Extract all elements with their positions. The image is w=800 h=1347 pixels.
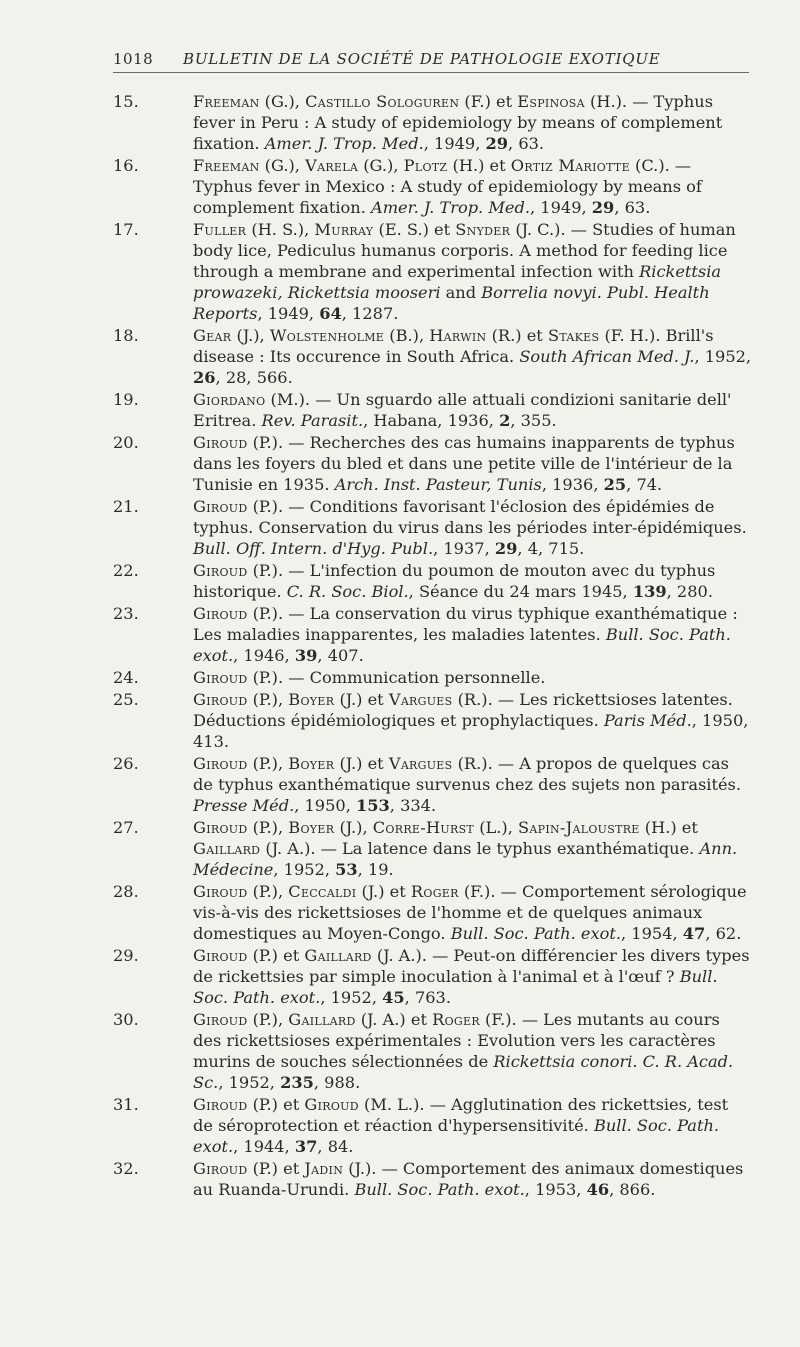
reference-number: 30. (113, 1010, 139, 1029)
reference-text (193, 156, 702, 217)
author-name: Giordano (193, 390, 266, 409)
author-name: Giroud (193, 668, 248, 687)
reference-segment: , 1949, (257, 304, 320, 323)
author-name: Harwin (429, 326, 487, 345)
reference-segment: (H.). — Typhus fever in Peru : A study of epidemiology by means of complement fixation. (193, 92, 723, 153)
reference-segment: , 19. (357, 860, 394, 879)
volume-number: 37 (294, 1137, 318, 1156)
journal-citation: Paris Méd. (603, 711, 692, 730)
reference-number: 19. (113, 390, 139, 409)
reference-segment: (C.). — Typhus fever in Mexico : A study of epidemiology by means of complement fixation. (193, 156, 702, 217)
journal-citation: Rickettsia conori. C. R. Acad. Sc. (193, 1052, 734, 1092)
reference-segment: (M.). — Un sguardo alle attuali condizioni sanitarie dell' Eritrea. (193, 390, 732, 430)
header-rule (113, 72, 749, 73)
reference-entry (113, 155, 753, 218)
reference-segment: (P.). — Conditions favorisant l'éclosion des épidémies de typhus. Conservation du virus dans les périodes inter-épidémiques. (193, 497, 747, 537)
reference-text (193, 668, 545, 687)
reference-segment: (G.), (259, 92, 306, 111)
reference-entry (113, 1009, 753, 1093)
reference-segment: , 1937, (433, 539, 495, 558)
reference-segment: (J. A.). — La latence dans le typhus exanthématique. (260, 839, 700, 858)
author-name: Gear (193, 326, 232, 345)
author-name: Giroud (193, 690, 248, 709)
author-name: Varela (305, 156, 359, 175)
volume-number: 29 (494, 539, 518, 558)
reference-segment: (P.). — L'infection du poumon de mouton avec du typhus historique. (193, 561, 716, 601)
volume-number: 26 (193, 368, 216, 387)
author-name: Freeman (193, 92, 260, 111)
reference-segment: , Habana, 1936, (363, 411, 500, 430)
reference-segment: , 355. (510, 411, 557, 430)
reference-entry (113, 881, 753, 944)
reference-text (193, 220, 736, 323)
reference-segment: (E. S.) et (373, 220, 456, 239)
journal-citation: Arch. Inst. Pasteur, Tunis (334, 475, 542, 494)
reference-entry (113, 389, 753, 431)
reference-segment: , 62. (705, 924, 742, 943)
author-name: Giroud (193, 1095, 248, 1114)
author-name: Giroud (193, 754, 248, 773)
author-name: Freeman (193, 156, 260, 175)
reference-segment: (P.). — Communication personnelle. (247, 668, 546, 687)
reference-number: 32. (113, 1159, 139, 1178)
reference-number: 27. (113, 818, 139, 837)
reference-number: 15. (113, 92, 139, 111)
reference-segment: (F.) et (459, 92, 518, 111)
reference-segment: , 1953, (524, 1180, 587, 1199)
reference-segment: (B.), (384, 326, 430, 345)
reference-segment: (J. C.). — Studies of human body lice, Pediculus humanus corporis. A method for feeding lice through a membrane and experimental infection with (193, 220, 736, 281)
journal-citation: Presse Méd. (193, 796, 295, 815)
volume-number: 29 (485, 134, 509, 153)
author-name: Corre-Hurst (372, 818, 475, 837)
volume-number: 139 (632, 582, 667, 601)
reference-segment: (P.). — La conservation du virus typhique exanthématique : Les maladies inapparentes, les maladies latentes. (193, 604, 738, 644)
reference-segment: , 74. (626, 475, 663, 494)
journal-citation: Bull. Soc. Path. exot. (193, 967, 718, 1007)
reference-text (193, 390, 732, 430)
reference-entry (113, 753, 753, 816)
volume-number: 39 (294, 646, 318, 665)
reference-segment: (P.), (247, 754, 289, 773)
author-name: Vargues (388, 754, 453, 773)
reference-segment: (G.), (358, 156, 404, 175)
reference-segment: , 1954, (621, 924, 683, 943)
volume-number: 47 (682, 924, 706, 943)
reference-text (193, 561, 715, 601)
reference-segment: (J.), (231, 326, 270, 345)
author-name: Giroud (193, 1010, 248, 1029)
reference-segment: , 1950, (294, 796, 356, 815)
journal-citation: Amer. J. Trop. Med. (264, 134, 424, 153)
reference-number: 31. (113, 1095, 139, 1114)
author-name: Gaillard (193, 839, 261, 858)
journal-citation: Bull. Off. Intern. d'Hyg. Publ. (193, 539, 434, 558)
reference-segment: and (440, 283, 482, 302)
reference-segment: , 1944, (233, 1137, 295, 1156)
reference-segment: , 988. (313, 1073, 361, 1092)
author-name: Gaillard (288, 1010, 356, 1029)
reference-segment: (J.), (334, 818, 373, 837)
reference-number: 20. (113, 433, 139, 452)
reference-number: 16. (113, 156, 139, 175)
reference-segment: (P.), (247, 882, 289, 901)
reference-number: 18. (113, 326, 139, 345)
author-name: Giroud (193, 1159, 248, 1178)
reference-segment: (G.), (259, 156, 306, 175)
reference-segment: (M. L.). — Agglutination des rickettsies, test de séroprotection et réaction d'hypersensitivité. (193, 1095, 729, 1135)
reference-segment: , 407. (317, 646, 364, 665)
author-name: Wolstenholme (269, 326, 385, 345)
reference-segment: , 1952, (218, 1073, 281, 1092)
reference-segment: (P.), (247, 818, 289, 837)
author-name: Stakes (547, 326, 600, 345)
author-name: Ceccaldi (288, 882, 357, 901)
reference-segment: (H.) et (447, 156, 511, 175)
running-header (113, 50, 749, 68)
reference-segment: (J.) et (334, 690, 389, 709)
journal-citation: C. R. Soc. Biol. (286, 582, 409, 601)
author-name: Ortiz Mariotte (510, 156, 630, 175)
reference-segment: (J. A.). — Peut-on différencier les divers types de rickettsies par simple inoculation à l'animal et à l'œuf ? (193, 946, 750, 986)
journal-citation: Amer. J. Trop. Med. (371, 198, 531, 217)
reference-segment: (P.) et (247, 946, 305, 965)
journal-citation: Bull. Soc. Path. exot. (193, 625, 731, 665)
author-name: Giroud (304, 1095, 359, 1114)
journal-citation: Bull. Soc. Path. exot. (450, 924, 621, 943)
reference-segment: , 84. (317, 1137, 354, 1156)
reference-segment: , 1949, (530, 198, 592, 217)
reference-segment: , 1952, (694, 347, 752, 366)
reference-number: 22. (113, 561, 139, 580)
reference-number: 24. (113, 668, 139, 687)
reference-text (193, 497, 747, 558)
journal-citation: Ann. Médecine (193, 839, 738, 879)
reference-text (193, 326, 751, 387)
author-name: Roger (410, 882, 459, 901)
reference-number: 23. (113, 604, 139, 623)
reference-number: 21. (113, 497, 139, 516)
author-name: Boyer (288, 754, 335, 773)
reference-entry (113, 603, 753, 666)
author-name: Giroud (193, 818, 248, 837)
volume-number: 64 (319, 304, 342, 323)
reference-entry (113, 1094, 753, 1157)
journal-citation: Borrelia novyi. Publ. Health Reports (193, 283, 710, 323)
author-name: Fuller (193, 220, 247, 239)
reference-segment: , 63. (614, 198, 651, 217)
reference-entry (113, 1158, 753, 1200)
reference-segment: (F.). — Comportement sérologique vis-à-vis des rickettsioses de l'homme et de quelques animaux domestiques au Moyen-Congo. (193, 882, 747, 943)
volume-number: 235 (280, 1073, 314, 1092)
journal-citation: Rickettsia prowazeki, Rickettsia mooseri (193, 262, 722, 302)
reference-segment: (R.). — Les rickettsioses latentes. Déductions épidémiologiques et prophylactiques. (193, 690, 733, 730)
reference-segment: (J. A.) et (355, 1010, 433, 1029)
reference-text (193, 882, 747, 943)
reference-segment: , 1946, (233, 646, 295, 665)
reference-segment: (R.). — A propos de quelques cas de typhus exanthématique survenus chez des sujets non parasités. (193, 754, 741, 794)
author-name: Giroud (193, 882, 248, 901)
journal-citation: Bull. Soc. Path. exot. (354, 1180, 525, 1199)
author-name: Castillo Sologuren (305, 92, 460, 111)
author-name: Giroud (193, 433, 248, 452)
reference-segment: , 1287. (341, 304, 399, 323)
volume-number: 46 (586, 1180, 610, 1199)
reference-text (193, 604, 738, 665)
author-name: Giroud (193, 497, 248, 516)
reference-segment: , 1936, (541, 475, 604, 494)
reference-text (193, 818, 737, 879)
reference-text (193, 433, 735, 494)
author-name: Plotz (403, 156, 448, 175)
reference-entry (113, 560, 753, 602)
reference-segment: , 763. (404, 988, 451, 1007)
reference-segment: , 28, 566. (215, 368, 293, 387)
reference-text (193, 1010, 733, 1092)
author-name: Espinosa (517, 92, 585, 111)
reference-segment: (F. H.). Brill's disease : Its occurence in South Africa. (193, 326, 714, 366)
author-name: Vargues (388, 690, 453, 709)
reference-segment: , 1952, (320, 988, 383, 1007)
author-name: Giroud (193, 561, 248, 580)
volume-number: 2 (499, 411, 511, 430)
reference-segment: (J.). — Comportement des animaux domestiques au Ruanda-Urundi. (193, 1159, 744, 1199)
reference-text (193, 1095, 728, 1156)
reference-entry (113, 219, 753, 324)
author-name: Sapin-Jaloustre (518, 818, 640, 837)
author-name: Roger (432, 1010, 480, 1029)
reference-segment: , 334. (389, 796, 437, 815)
reference-segment: , 4, 715. (517, 539, 585, 558)
volume-number: 53 (335, 860, 358, 879)
reference-segment: (J.) et (356, 882, 411, 901)
reference-number: 29. (113, 946, 139, 965)
author-name: Snyder (455, 220, 511, 239)
reference-segment: (P.). — Recherches des cas humains inapparents de typhus dans les foyers du bled et dans une petite ville de l'intérieur de la Tunisie en 1935. (193, 433, 735, 494)
reference-number: 26. (113, 754, 139, 773)
reference-segment: (P.), (247, 690, 289, 709)
volume-number: 29 (591, 198, 615, 217)
author-name: Giroud (193, 604, 248, 623)
reference-text (193, 946, 750, 1007)
journal-citation: Bull. Soc. Path. exot. (193, 1116, 720, 1156)
volume-number: 45 (382, 988, 405, 1007)
reference-entry (113, 496, 753, 559)
page-number: 1018 (113, 50, 154, 68)
reference-entry (113, 667, 753, 688)
author-name: Giroud (193, 946, 248, 965)
reference-segment: (P.), (247, 1010, 289, 1029)
reference-number: 25. (113, 690, 139, 709)
reference-segment: (L.), (474, 818, 519, 837)
reference-segment: (R.) et (486, 326, 548, 345)
reference-entry (113, 689, 753, 752)
reference-list (113, 91, 753, 1201)
author-name: Boyer (288, 690, 335, 709)
reference-text (193, 92, 722, 153)
reference-segment: , 1952, (273, 860, 336, 879)
reference-segment: (J.) et (334, 754, 389, 773)
author-name: Gaillard (304, 946, 372, 965)
reference-segment: , 280. (666, 582, 713, 601)
journal-citation: Rev. Parasit. (261, 411, 364, 430)
reference-segment: (P.) et (247, 1095, 305, 1114)
reference-segment: , 1949, (423, 134, 486, 153)
reference-entry (113, 432, 753, 495)
volume-number: 153 (356, 796, 390, 815)
author-name: Murray (314, 220, 374, 239)
reference-entry (113, 325, 753, 388)
volume-number: 25 (603, 475, 627, 494)
journal-title: BULLETIN DE LA SOCIÉTÉ DE PATHOLOGIE EXOTIQUE (183, 50, 661, 68)
reference-segment: , 866. (609, 1180, 656, 1199)
journal-citation: South African Med. J. (519, 347, 695, 366)
reference-entry (113, 817, 753, 880)
reference-segment: (F.). — Les mutants au cours des rickettsioses expérimentales : Evolution vers les caractères murins de souches sélectionnées de (193, 1010, 720, 1071)
reference-number: 17. (113, 220, 139, 239)
reference-segment: (H.) et (639, 818, 698, 837)
reference-entry (113, 91, 753, 154)
author-name: Boyer (288, 818, 335, 837)
reference-segment: , 1950, 413. (193, 711, 749, 751)
reference-number: 28. (113, 882, 139, 901)
reference-segment: , Séance du 24 mars 1945, (408, 582, 633, 601)
reference-text (193, 1159, 743, 1199)
reference-text (193, 690, 748, 751)
reference-segment: , 63. (508, 134, 545, 153)
author-name: Jadin (304, 1159, 344, 1178)
reference-segment: (H. S.), (246, 220, 315, 239)
reference-segment: (P.) et (247, 1159, 305, 1178)
reference-entry (113, 945, 753, 1008)
reference-text (193, 754, 741, 815)
